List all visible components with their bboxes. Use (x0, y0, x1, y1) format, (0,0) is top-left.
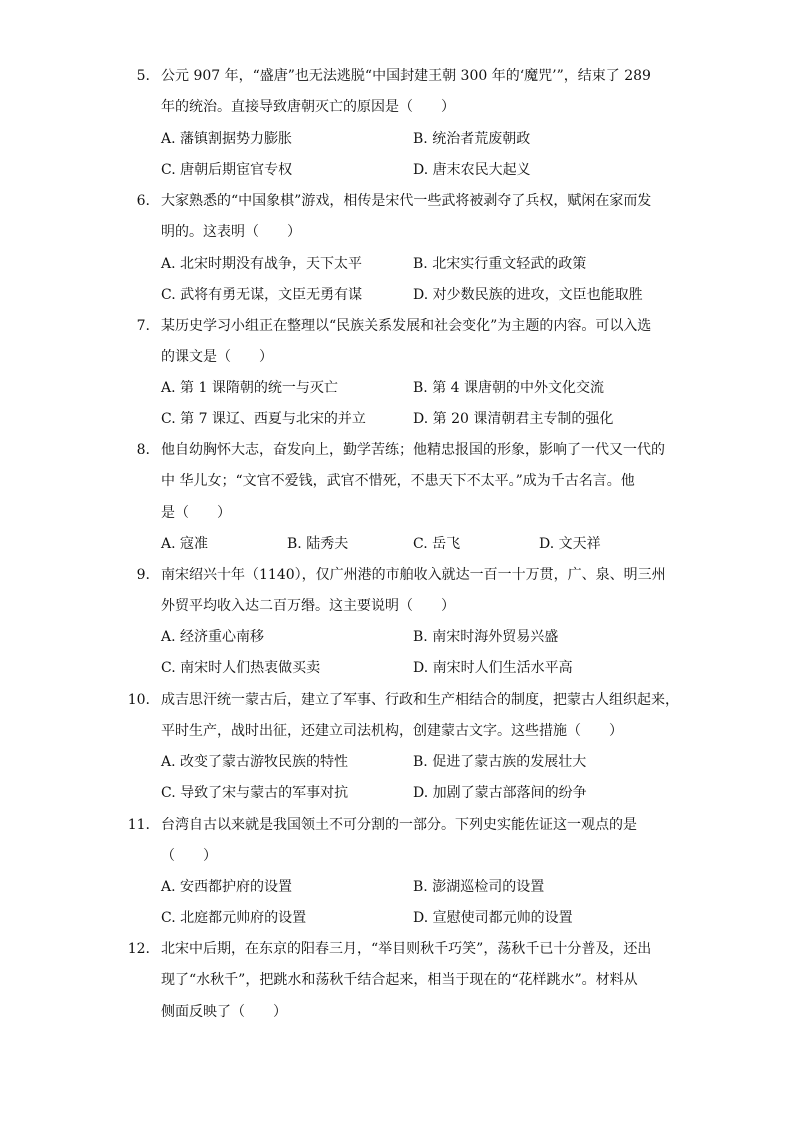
question-text-line: 公元 907 年，“盛唐”也无法逃脱“中国封建王朝 300 年的‘魔咒’”，结束了 289 (161, 68, 651, 84)
question-text-line: 平时生产，战时出征，还建立司法机构，创建蒙古文字。这些措施（ ） (161, 723, 623, 739)
option-b: B. 陆秀夫 (287, 536, 349, 552)
question-text-line: 某历史学习小组正在整理以“民族关系发展和社会变化”为主题的内容。可以入选 (161, 318, 652, 334)
option-a: A. 改变了蒙古游牧民族的特性 (161, 754, 349, 770)
option-c: C. 第 7 课辽、西夏与北宋的并立 (161, 411, 366, 427)
option-a: A. 寇准 (161, 536, 209, 552)
option-d: D. 加剧了蒙古部落间的纷争 (413, 785, 587, 801)
question-text-line: 年的统治。直接导致唐朝灭亡的原因是（ ） (161, 99, 455, 115)
option-b: B. 第 4 课唐朝的中外文化交流 (413, 380, 604, 396)
question-number: 10. (127, 692, 150, 708)
question-text-line: 中 华儿女；“文官不爱钱，武官不惜死，不患天下不太平。”成为千古名言。他 (161, 473, 635, 489)
question-text-line: 成吉思汗统一蒙古后，建立了军事、行政和生产相结合的制度，把蒙古人组织起来， (161, 692, 679, 708)
question-number: 6. (136, 193, 150, 209)
option-c: C. 岳飞 (413, 536, 461, 552)
option-a: A. 北宋时期没有战争，天下太平 (161, 256, 363, 272)
question-text-line: 北宋中后期，在东京的阳春三月，“举目则秋千巧笑”，荡秋千已十分普及，还出 (161, 941, 652, 957)
question-text-line: 台湾自古以来就是我国领土不可分割的一部分。下列史实能佐证这一观点的是 (161, 817, 637, 833)
option-d: D. 对少数民族的进攻，文臣也能取胜 (413, 287, 643, 303)
option-a: A. 经济重心南移 (161, 629, 265, 645)
question-number: 11. (127, 817, 150, 833)
question-text-line: 南宋绍兴十年（1140），仅广州港的市舶收入就达一百一十万贯，广、泉、明三州 (161, 567, 666, 583)
option-a: A. 藩镇割据势力膨胀 (161, 131, 293, 147)
question-number: 7. (136, 318, 150, 334)
option-d: D. 文天祥 (539, 536, 601, 552)
option-b: B. 澎湖巡检司的设置 (413, 879, 545, 895)
question-text-line: 大家熟悉的“中国象棋”游戏，相传是宋代一些武将被剥夺了兵权，赋闲在家而发 (161, 193, 652, 209)
question-text-line: 外贸平均收入达二百万缗。这主要说明（ ） (161, 598, 455, 614)
question-number: 12. (127, 941, 150, 957)
question-text-line: 的课文是（ ） (161, 349, 273, 365)
option-b: B. 北宋实行重文轻武的政策 (413, 256, 587, 272)
option-d: D. 唐末农民大起义 (413, 162, 531, 178)
question-text-line: 他自幼胸怀大志，奋发向上，勤学苦练；他精忠报国的形象，影响了一代又一代的 (161, 442, 665, 458)
option-c: C. 武将有勇无谋，文臣无勇有谋 (161, 287, 363, 303)
option-d: D. 宣慰使司都元帅的设置 (413, 910, 573, 926)
question-text-line: （ ） (161, 848, 217, 864)
option-c: C. 导致了宋与蒙古的军事对抗 (161, 785, 349, 801)
option-c: C. 北庭都元帅府的设置 (161, 910, 307, 926)
option-a: A. 第 1 课隋朝的统一与灭亡 (161, 380, 338, 396)
question-text-line: 侧面反映了（ ） (161, 1004, 287, 1020)
question-number: 5. (136, 68, 150, 84)
question-text-line: 明的。这表明（ ） (161, 224, 301, 240)
option-a: A. 安西都护府的设置 (161, 879, 293, 895)
option-c: C. 唐朝后期宦官专权 (161, 162, 293, 178)
question-text-line: 现了“水秋千”，把跳水和荡秋千结合起来，相当于现在的“花样跳水”。材料从 (161, 972, 638, 988)
option-b: B. 统治者荒废朝政 (413, 131, 531, 147)
question-text-line: 是（ ） (161, 505, 231, 521)
option-c: C. 南宋时人们热衷做买卖 (161, 660, 321, 676)
question-number: 9. (136, 567, 150, 583)
option-d: D. 南宋时人们生活水平高 (413, 660, 573, 676)
option-d: D. 第 20 课清朝君主专制的强化 (413, 411, 614, 427)
option-b: B. 南宋时海外贸易兴盛 (413, 629, 559, 645)
option-b: B. 促进了蒙古族的发展壮大 (413, 754, 587, 770)
question-number: 8. (136, 442, 150, 458)
